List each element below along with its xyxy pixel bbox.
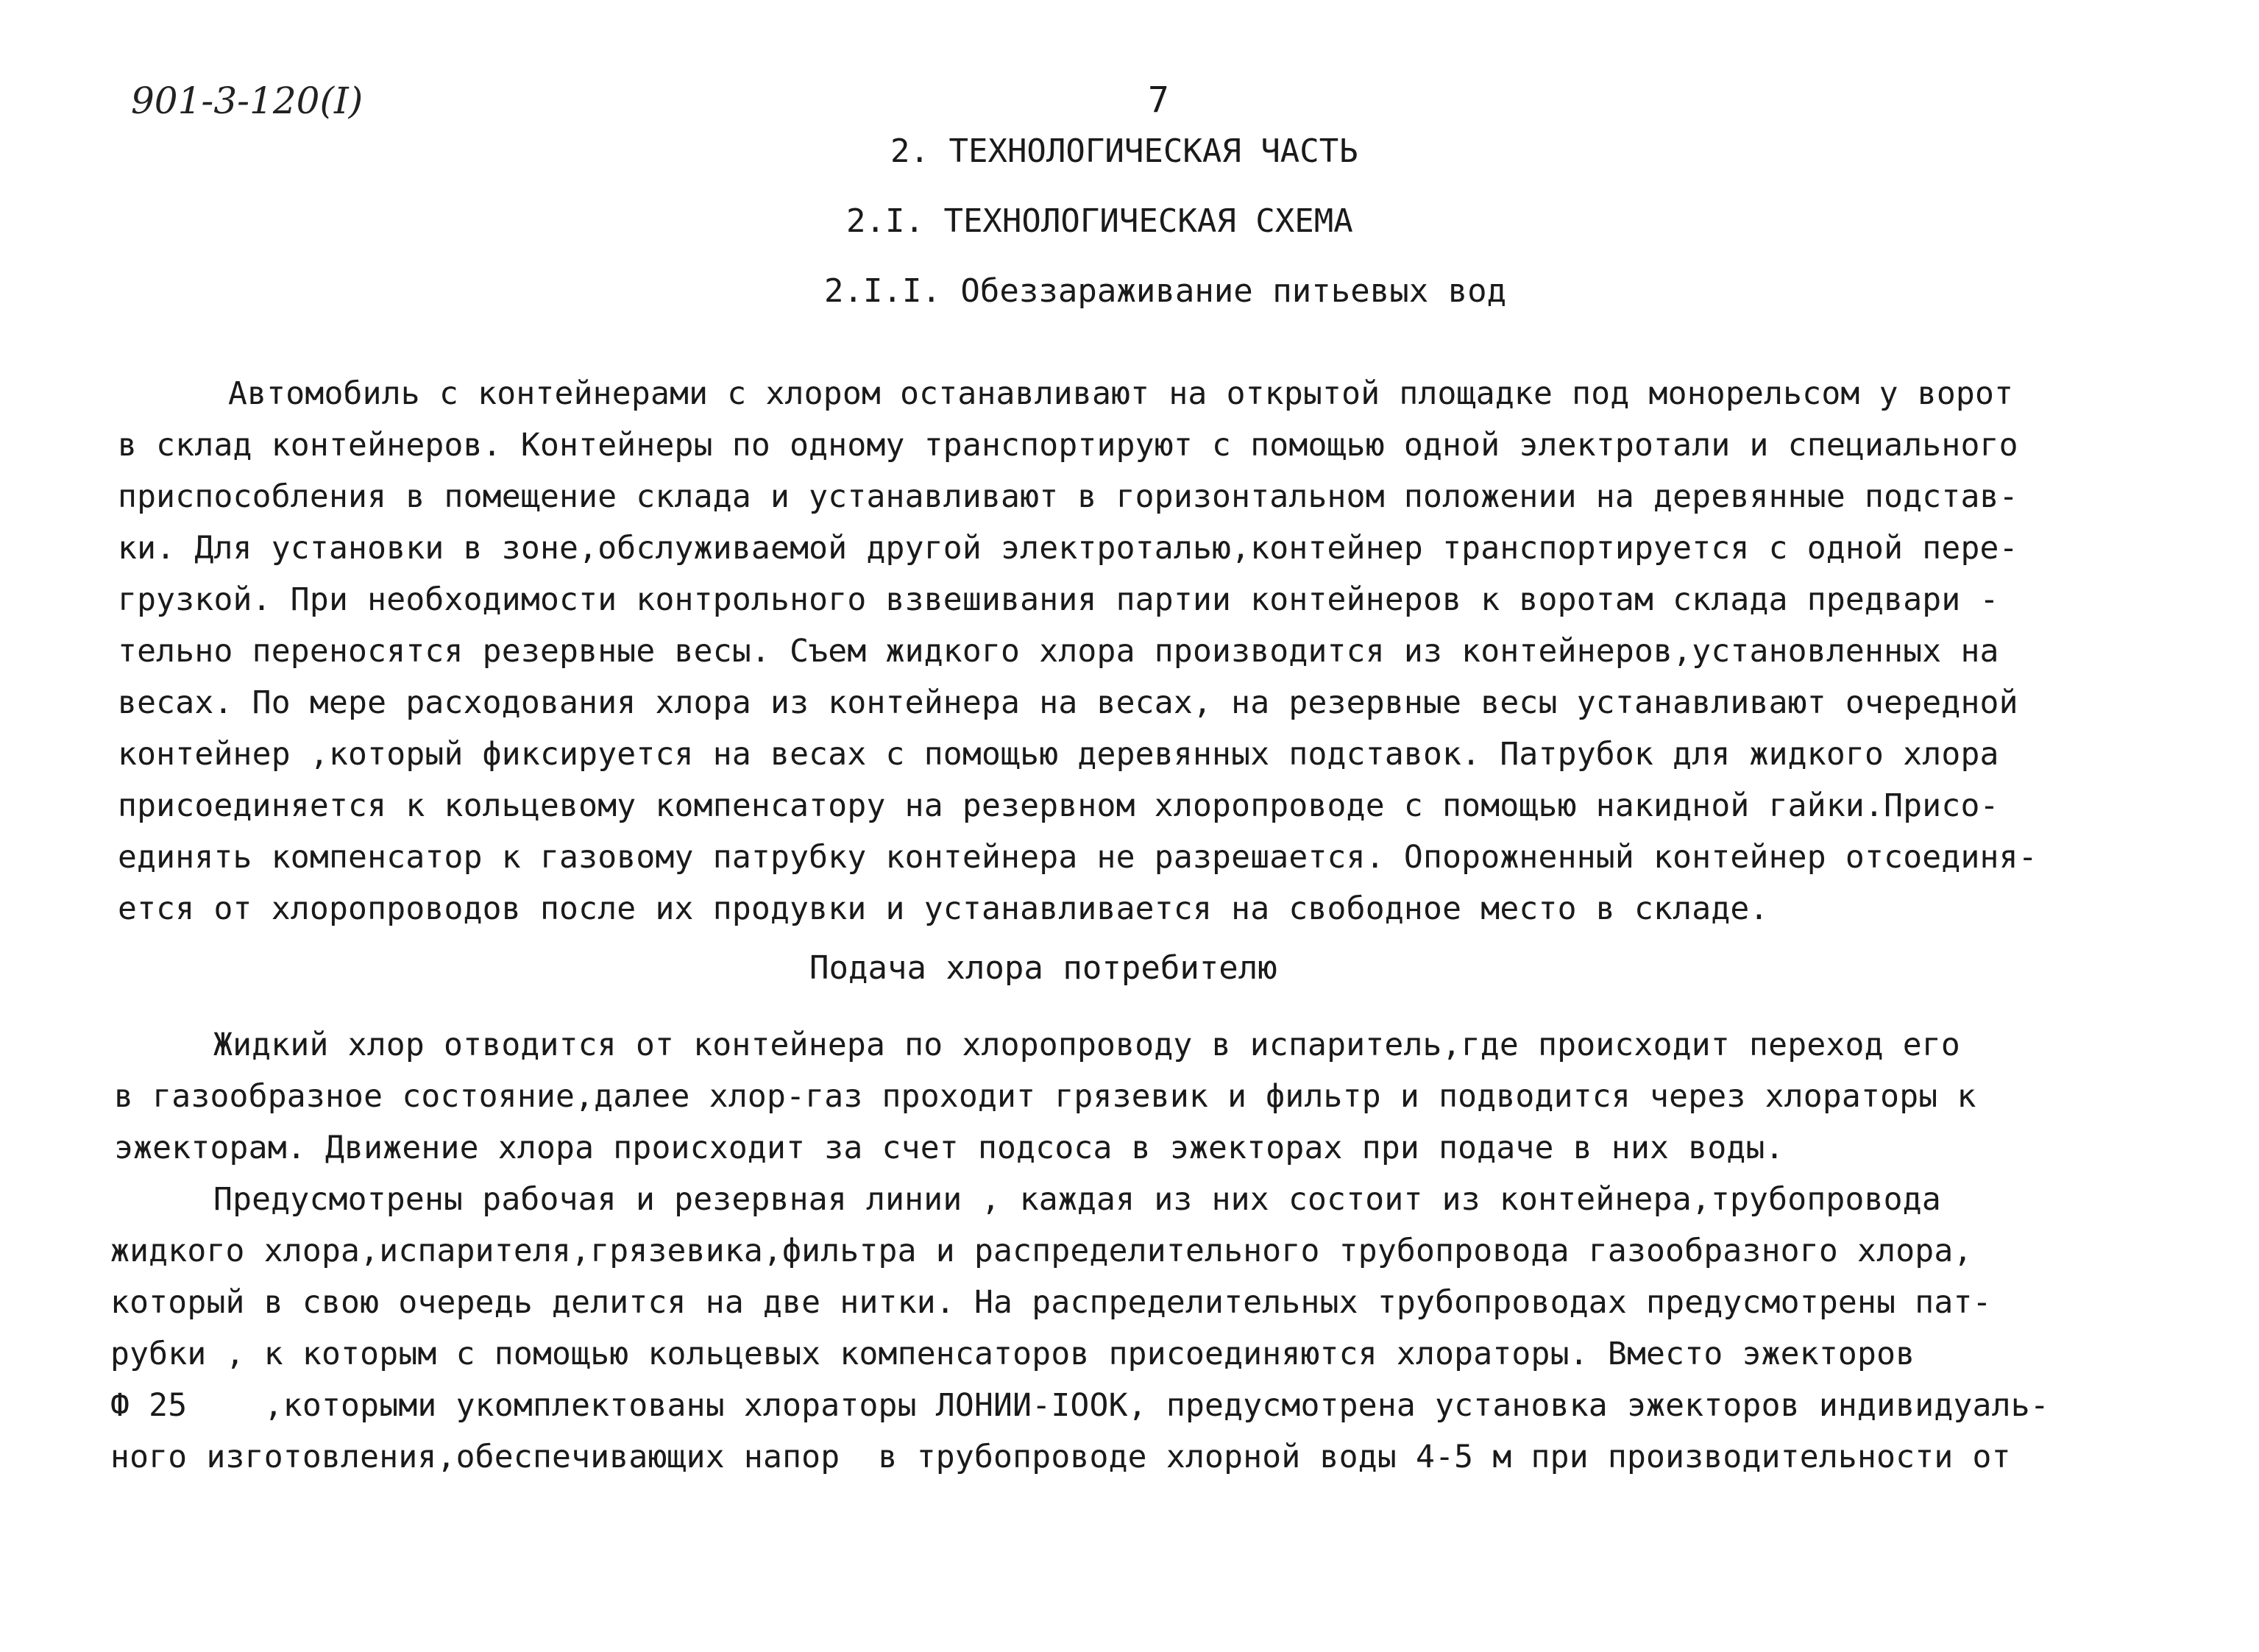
paragraph-line: в газообразное состояние,далее хлор-газ проходит грязевик и фильтр и подводится через хлораторы к	[114, 1078, 1976, 1115]
paragraph-line: тельно переносятся резервные весы. Съем жидкого хлора производится из контейнеров,установленных на	[118, 633, 1999, 670]
paragraph-line: который в свою очередь делится на две нитки. На распределительных трубопроводах предусмотрены пат-	[110, 1284, 1992, 1321]
paragraph-line: Жидкий хлор отводится от контейнера по хлоропроводу в испаритель,где происходит переход его	[213, 1027, 1961, 1063]
paragraph-line: Предусмотрены рабочая и резервная линии , каждая из них состоит из контейнера,трубопровода	[213, 1181, 1941, 1218]
paragraph-line: жидкого хлора,испарителя,грязевика,фильтра и распределительного трубопровода газообразного хлора,	[110, 1233, 1973, 1269]
paragraph-line: весах. По мере расходования хлора из контейнера на весах, на резервные весы устанавливают очередной	[118, 684, 2018, 721]
document-code: 901-3-120(I)	[131, 79, 364, 122]
paragraph-line: ки. Для установки в зоне,обслуживаемой другой электроталью,контейнер транспортируется с одной пере-	[118, 530, 2018, 567]
paragraph-line: ного изготовления,обеспечивающих напор в трубопроводе хлорной воды 4-5 м при производительности от	[110, 1439, 2011, 1475]
paragraph-line: контейнер ,который фиксируется на весах с помощью деревянных подставок. Патрубок для жидкого хлора	[118, 736, 1999, 773]
section-heading: 2. ТЕХНОЛОГИЧЕСКАЯ ЧАСТЬ	[890, 132, 1358, 170]
paragraph-line: приспособления в помещение склада и устанавливают в горизонтальном положении на деревянные подстав-	[118, 478, 2018, 515]
paragraph-line: в склад контейнеров. Контейнеры по одному транспортируют с помощью одной электротали и специального	[118, 427, 2018, 464]
paragraph-line: Ф 25 ,которыми укомплектованы хлораторы ЛОНИИ-IOOК, предусмотрена установка эжекторов индивидуаль-	[110, 1387, 2049, 1424]
page-number: 7	[1148, 79, 1169, 121]
paragraph-line: единять компенсатор к газовому патрубку контейнера не разрешается. Опорожненный контейнер отсоединя-	[118, 839, 2038, 876]
paragraph-line: присоединяется к кольцевому компенсатору на резервном хлоропроводе с помощью накидной гайки.Присо-	[118, 787, 1999, 824]
paragraph-line: ется от хлоропроводов после их продувки и устанавливается на свободное место в складе.	[118, 890, 1769, 927]
chlorine-supply-heading: Подача хлора потребителю	[809, 949, 1277, 987]
paragraph-line: эжекторам. Движение хлора происходит за счет подсоса в эжекторах при подаче в них воды.	[114, 1130, 1784, 1166]
paragraph-line: Автомобиль с контейнерами с хлором останавливают на открытой площадке под монорельсом у ворот	[228, 375, 2014, 412]
subsubsection-heading: 2.I.I. Обеззараживание питьевых вод	[824, 272, 1507, 310]
paragraph-line: грузкой. При необходимости контрольного взвешивания партии контейнеров к воротам склада предвари -	[118, 581, 1999, 618]
subsection-heading: 2.I. ТЕХНОЛОГИЧЕСКАЯ СХЕМА	[846, 202, 1353, 240]
paragraph-line: рубки , к которым с помощью кольцевых компенсаторов присоединяются хлораторы. Вместо эжекторов	[110, 1336, 1915, 1372]
